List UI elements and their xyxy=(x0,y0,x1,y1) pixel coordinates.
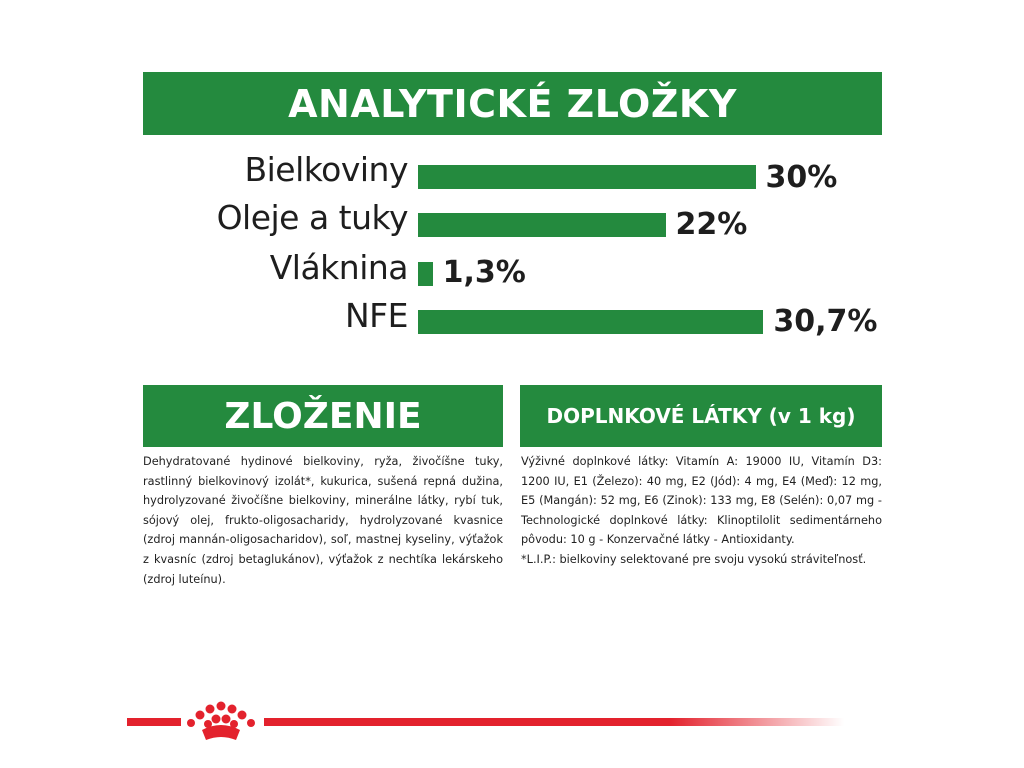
additives-text xyxy=(521,452,882,570)
additives-paragraph: Výživné doplnkové látky: Vitamín A: 19000 IU, Vitamín D3: 1200 IU, E1 (Železo): 40 mg, E2 (Jód): 4 mg, E4 (Meď): 12 mg, E5 (Mangán): 52 mg, E6 (Zinok): 133 mg, E8 (Selén): 0,07 mg - Technologické doplnkové látky: Klinoptilolit sedimentárneho pôvodu: 10 g - Konzervačné látky - Antioxidanty. xyxy=(521,455,882,547)
composition-title-banner xyxy=(143,385,503,447)
footer-line-left xyxy=(127,718,181,726)
analytics-title-banner xyxy=(143,72,882,135)
bar-nfe xyxy=(418,310,763,334)
row-label-fiber: Vláknina xyxy=(269,248,408,287)
composition-text xyxy=(143,452,503,589)
row-label-protein: Bielkoviny xyxy=(244,150,408,189)
footer-line-right xyxy=(264,718,844,726)
value-protein: 30% xyxy=(765,160,838,195)
additives-note: *L.I.P.: bielkoviny selektované pre svoju vysokú stráviteľnosť. xyxy=(521,552,867,566)
analytics-title: ANALYTICKÉ ZLOŽKY xyxy=(288,81,737,126)
row-label-nfe: NFE xyxy=(344,296,408,335)
value-fat: 22% xyxy=(675,207,748,242)
bar-fat xyxy=(418,213,666,237)
additives-title-banner xyxy=(520,385,882,447)
value-fiber: 1,3% xyxy=(442,255,526,290)
composition-paragraph: Dehydratované hydinové bielkoviny, ryža, živočíšne tuky, rastlinný bielkovinový izolát*, kukurica, sušená repná dužina, hydrolyzované živočíšne bielkoviny, minerálne látky, rybí tuk, sójový olej, frukto-oligosacharidy, hydrolyzované kvasnice (zdroj mannán-oligosacharidov), soľ, mastnej kyseliny, výťažok z kvasníc (zdroj betaglukánov), výťažok z nechtíka lekárskeho (zdroj luteínu). xyxy=(143,455,503,586)
bar-fiber xyxy=(418,262,433,286)
row-label-fat: Oleje a tuky xyxy=(216,198,408,237)
royal-canin-crown-icon xyxy=(182,700,260,746)
composition-title: ZLOŽENIE xyxy=(224,395,422,437)
additives-title: DOPLNKOVÉ LÁTKY (v 1 kg) xyxy=(546,404,856,428)
bar-protein xyxy=(418,165,756,189)
value-nfe: 30,7% xyxy=(773,304,878,339)
